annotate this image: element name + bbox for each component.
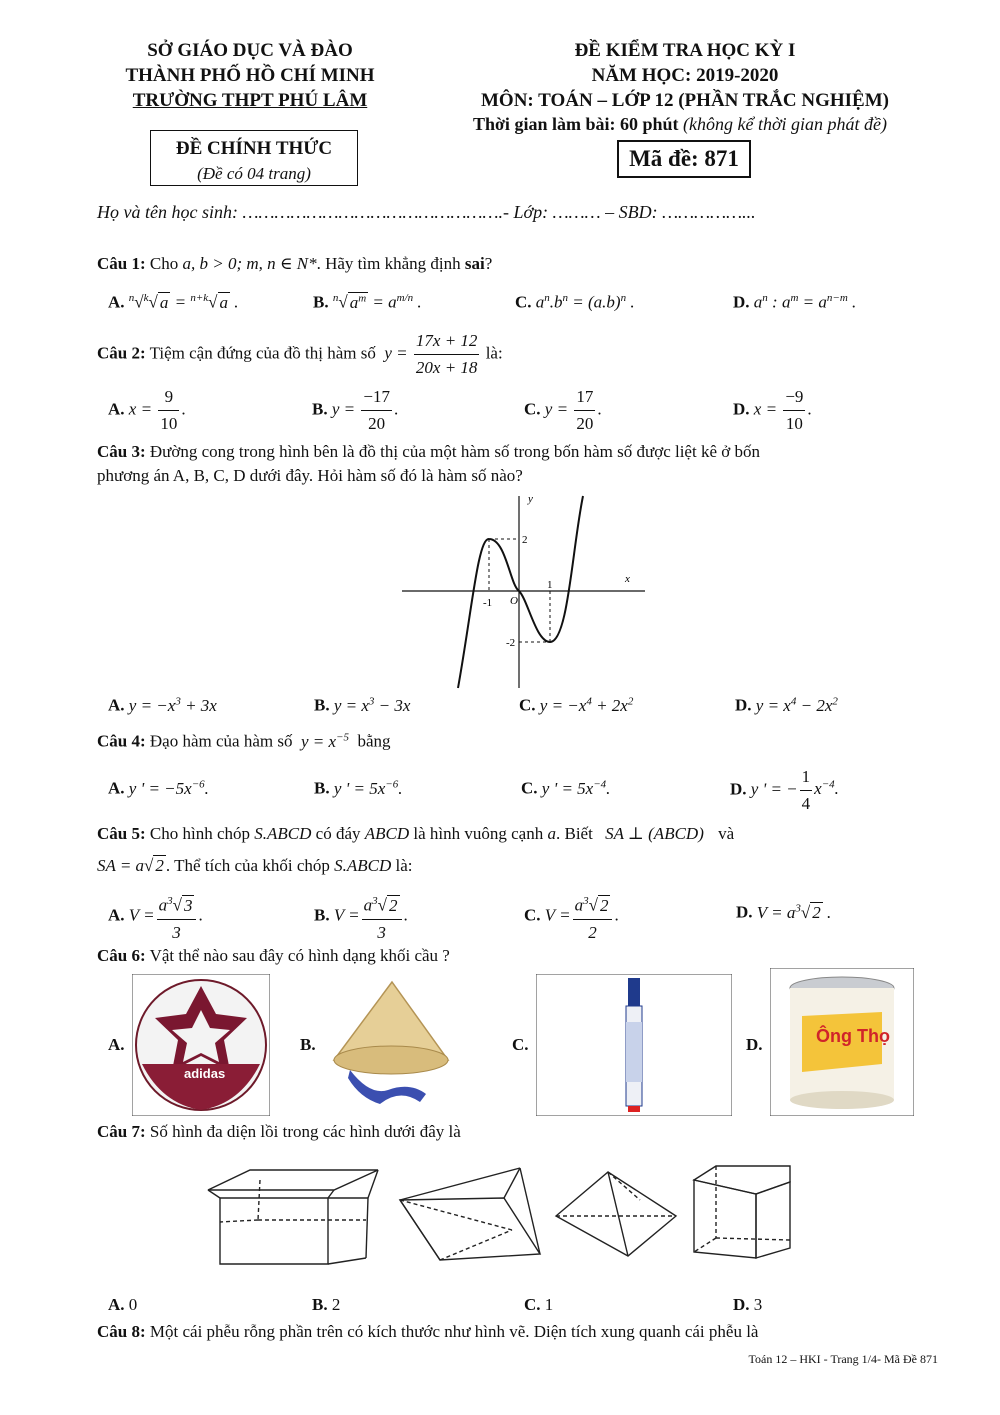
option-value: 0 [128, 1295, 138, 1314]
q1-text-post: . Hãy tìm khẳng định [316, 254, 461, 273]
q5-line2: SA = a√ 2 . Thể tích của khối chóp S.ABCD là: [97, 856, 413, 875]
q4-option-a[interactable]: A. y ' = $-5x^{-6}$. [108, 778, 209, 798]
option-label: B. [314, 695, 330, 715]
q2-option-c[interactable]: C. y = $\frac{17}{20}$ . [524, 384, 602, 437]
tick-neg1: -1 [483, 597, 493, 609]
question-label: Câu 7: [97, 1122, 146, 1141]
option-label: D. [735, 695, 752, 715]
official-box [150, 130, 358, 186]
question-label: Câu 5: [97, 824, 146, 843]
option-label: A. [108, 292, 125, 312]
question-label: Câu 6: [97, 946, 146, 965]
option-value: 2 [331, 1295, 341, 1314]
question-label: Câu 3: [97, 442, 146, 461]
q4-option-d[interactable]: D. y ' = − $\frac{1}{4}$ $x^{-4}$. [730, 764, 839, 817]
option-label: B. [314, 778, 330, 798]
question-label: Câu 8: [97, 1322, 146, 1341]
city-name: THÀNH PHỐ HỒ CHÍ MINH [125, 65, 375, 86]
q3-graph [400, 490, 650, 690]
q6-option-b-label[interactable]: B. [300, 1035, 316, 1054]
question-label: Câu 2: [97, 343, 146, 363]
q7-option-b[interactable] [312, 1295, 340, 1315]
q1-end: ? [484, 254, 493, 273]
option-label: D. [730, 779, 747, 799]
time-note: (không kể thời gian phát đề) [682, 114, 888, 134]
q2-option-a[interactable]: A. x = $\frac{9}{10}$ . [108, 384, 186, 437]
q5-option-d[interactable]: D. $V = a^3√$ 2 . [736, 902, 832, 922]
numerator: −9 [783, 384, 805, 411]
y-axis-label: y [528, 493, 533, 505]
q6-option-c-label[interactable]: C. [512, 1035, 529, 1054]
q1-keyword: sai [464, 254, 485, 273]
q2-option-b[interactable]: B. y = $\frac{-17}{20}$ . [312, 384, 398, 437]
numerator: 17x + 12 [414, 328, 480, 355]
marker-image[interactable] [536, 974, 732, 1116]
q2-option-d[interactable]: D. x = $\frac{-9}{10}$ . [733, 384, 812, 437]
option-label: D. [733, 1295, 750, 1314]
milk-can-image[interactable] [770, 968, 914, 1116]
option-var: y = [331, 399, 356, 419]
page-footer: Toán 12 – HKI - Trang 1/4- Mã Đề 871 [748, 1352, 938, 1366]
q4-text: Đạo hàm của hàm số [149, 731, 293, 751]
q1-option-a[interactable]: A. $^n$√$^k$√ a = $^{n+k}$√ a . [108, 292, 239, 312]
can-brand-text: Ông Thọ [816, 1026, 890, 1046]
soccer-ball-image[interactable] [132, 974, 270, 1116]
q5-condition: SA ⊥ (ABCD) [605, 824, 704, 843]
q3-option-c[interactable]: C. $y = -x^4 + 2x^2$ [519, 695, 634, 715]
option-label: D. [736, 902, 753, 922]
q5-end: là: [395, 856, 413, 875]
question-label: Câu 4: [97, 731, 146, 751]
tick-1: 1 [547, 579, 553, 591]
polyhedra-figure [200, 1160, 810, 1280]
q5-text: có đáy [315, 824, 361, 843]
q4-end: bằng [357, 731, 391, 751]
school-year: NĂM HỌC: 2019-2020 [591, 65, 779, 86]
option-value: 1 [544, 1295, 554, 1314]
q6-text: Vật thể nào sau đây có hình dạng khối cầu ? [149, 946, 450, 965]
option-label: C. [524, 905, 541, 925]
option-label: C. [524, 399, 541, 419]
option-label: A. [108, 778, 125, 798]
numerator: −17 [361, 384, 392, 411]
numerator: 17 [574, 384, 595, 411]
option-var: x = [753, 399, 778, 419]
question-7 [97, 1122, 461, 1142]
q3-option-a[interactable]: A. $y = -x^3 + 3x$ [108, 695, 217, 715]
option-label: B. [312, 1295, 328, 1314]
q7-option-d[interactable] [733, 1295, 762, 1315]
option-label: A. [108, 399, 125, 419]
option-var: y = [544, 399, 569, 419]
option-label: B. [314, 905, 330, 925]
question-4: Câu 4: Đạo hàm của hàm số $y = x^{-5}$ bằng [97, 731, 391, 751]
q5-text: . Biết [555, 824, 593, 843]
q4-option-b[interactable]: B. y ' = $5x^{-6}$. [314, 778, 403, 798]
q5-base: ABCD [364, 824, 410, 843]
exam-title: ĐỀ KIỂM TRA HỌC KỲ I [574, 40, 796, 61]
question-8 [97, 1322, 758, 1342]
q6-option-d-label[interactable]: D. [746, 1035, 763, 1054]
option-label: D. [733, 292, 750, 312]
tick-neg2: -2 [506, 637, 516, 649]
option-label: A. [108, 905, 125, 925]
q5-shape: S.ABCD [334, 856, 392, 875]
school-name: TRƯỜNG THPT PHÚ LÂM [132, 90, 368, 111]
q3-option-d[interactable]: D. $y = x^4 - 2x^2$ [735, 695, 838, 715]
q5-side: a [547, 824, 556, 843]
q5-text: là hình vuông cạnh [413, 824, 544, 843]
option-label: A. [108, 1295, 125, 1314]
q1-option-d[interactable]: D. $a^n$ : $a^m = a^{n-m}$ . [733, 292, 857, 312]
q6-option-a-label[interactable]: A. [108, 1035, 125, 1054]
q1-option-c[interactable]: C. $a^n.b^n = (a.b)^n$ . [515, 292, 635, 312]
question-6 [97, 946, 450, 966]
option-label: D. [733, 399, 750, 419]
q5-option-a[interactable]: A. V = $\frac{a^3√ 3}{3}$ . [108, 888, 203, 946]
q5-text: . Thể tích của khối chóp [165, 856, 330, 875]
q5-option-c[interactable]: C. V = $\frac{a^3√ 2}{2}$ . [524, 888, 619, 946]
q3-option-b[interactable]: B. $y = x^3 - 3x$ [314, 695, 411, 715]
q5-text: và [718, 824, 735, 843]
denominator: 20 [368, 414, 386, 433]
question-5 [97, 824, 734, 844]
conical-hat-image[interactable] [330, 978, 455, 1110]
exam-code: Mã đề: 871 [617, 140, 751, 178]
q3-text: Đường cong trong hình bên là đồ thị của một hàm số trong bốn hàm số được liệt kê ở bốn [149, 442, 760, 461]
q2-text: Tiệm cận đứng của đồ thị hàm số [149, 343, 376, 363]
option-label: C. [515, 292, 532, 312]
option-var: x = [128, 399, 153, 419]
question-label: Câu 1: [97, 254, 146, 273]
option-label: C. [521, 778, 538, 798]
curve [458, 496, 583, 688]
denominator: 10 [785, 414, 803, 433]
q8-text: Một cái phễu rỗng phần trên có kích thước như hình vẽ. Diện tích xung quanh cái phễu là [149, 1322, 759, 1341]
q4-option-c[interactable]: C. y ' = $5x^{-4}$. [521, 778, 611, 798]
option-label: C. [524, 1295, 541, 1314]
student-info-line: Họ và tên học sinh: ………………………………………….- Lớp: ……… – SBD: ……………... [97, 202, 756, 222]
option-label: C. [519, 695, 536, 715]
brand-text: adidas [184, 1066, 226, 1081]
q5-text: Cho hình chóp [149, 824, 251, 843]
q5-option-b[interactable]: B. V = $\frac{a^3√ 2}{3}$ . [314, 888, 408, 946]
numerator: 9 [158, 384, 179, 411]
page-count: (Đề có 04 trang) [197, 164, 311, 183]
x-axis-label: x [625, 573, 630, 585]
question-2: Câu 2: Tiệm cận đứng của đồ thị hàm số y = $\frac{17x + 12}{20x + 18}$ là: [97, 328, 503, 381]
denominator: 20x + 18 [415, 358, 478, 377]
option-value: 3 [753, 1295, 763, 1314]
denominator: 20 [576, 414, 594, 433]
q1-option-b[interactable]: B. $^n$√ $a^m = a^{m/n}$ . [313, 292, 422, 312]
dept-name: SỞ GIÁO DỤC VÀ ĐÀO [147, 40, 353, 61]
q7-option-a[interactable] [108, 1295, 137, 1315]
q5-shape: S.ABCD [254, 824, 312, 843]
origin-label: O [510, 595, 518, 607]
q7-option-c[interactable] [524, 1295, 553, 1315]
subject: MÔN: TOÁN – LỚP 12 (PHẦN TRẮC NGHIỆM) [481, 90, 889, 111]
q1-condition: a, b > 0; m, n ∈ N* [182, 254, 317, 273]
official-label: ĐỀ CHÍNH THỨC [175, 138, 333, 159]
q7-text: Số hình đa diện lồi trong các hình dưới đây là [149, 1122, 461, 1141]
time-line [420, 114, 940, 135]
q1-text: Cho [149, 254, 179, 273]
question-3 [97, 442, 760, 462]
option-label: B. [312, 399, 328, 419]
question-1 [97, 254, 492, 274]
option-label: B. [313, 292, 329, 312]
time-limit: Thời gian làm bài: 60 phút [472, 114, 679, 134]
denominator: 10 [160, 414, 178, 433]
q2-fraction [414, 328, 480, 381]
q3-text-line2: phương án A, B, C, D dưới đây. Hỏi hàm số đó là hàm số nào? [97, 466, 523, 485]
option-label: A. [108, 695, 125, 715]
tick-2: 2 [522, 534, 528, 546]
q2-end: là: [485, 343, 503, 363]
